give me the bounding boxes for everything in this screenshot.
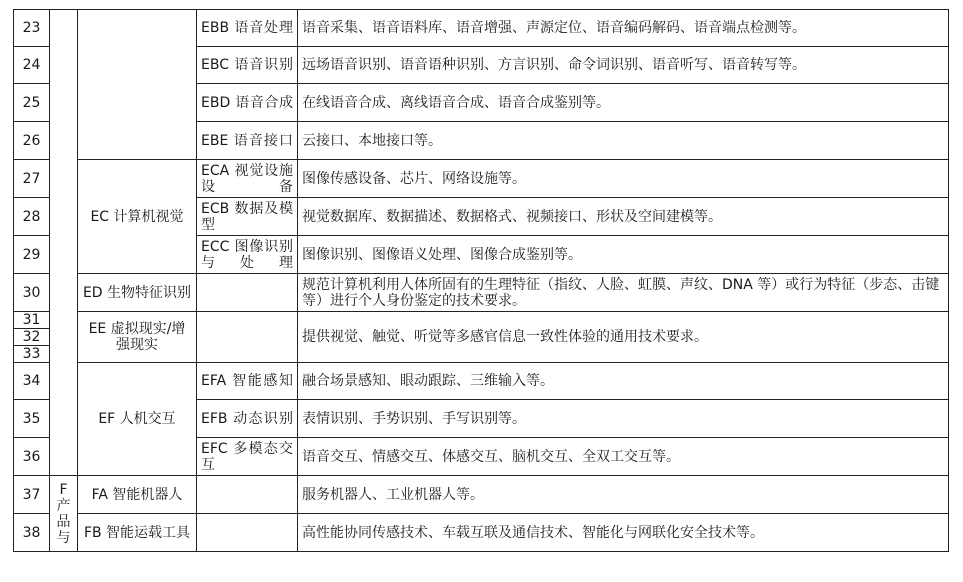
description-cell: 语音采集、语音语料库、语音增强、声源定位、语音编码解码、语音端点检测等。 bbox=[298, 10, 949, 47]
level3-cell bbox=[197, 514, 298, 552]
level3-cell: ECC 图像识别与处理 bbox=[197, 236, 298, 274]
table-row bbox=[14, 10, 949, 47]
level1-cell-e bbox=[50, 10, 78, 476]
standards-table bbox=[13, 9, 949, 552]
level2-cell-ee: EE 虚拟现实/增强现实 bbox=[78, 312, 197, 363]
row-number: 36 bbox=[14, 438, 50, 476]
row-number: 34 bbox=[14, 363, 50, 400]
row-number: 32 bbox=[14, 329, 50, 346]
description-cell: 图像识别、图像语义处理、图像合成鉴别等。 bbox=[298, 236, 949, 274]
level3-cell: EBB 语音处理 bbox=[197, 10, 298, 47]
description-cell: 提供视觉、触觉、听觉等多感官信息一致性体验的通用技术要求。 bbox=[298, 312, 949, 363]
row-number: 37 bbox=[14, 476, 50, 514]
description-cell: 表情识别、手势识别、手写识别等。 bbox=[298, 400, 949, 438]
level3-cell: EFC 多模态交互 bbox=[197, 438, 298, 476]
level2-cell-ed: ED 生物特征识别 bbox=[78, 274, 197, 312]
description-cell: 视觉数据库、数据描述、数据格式、视频接口、形状及空间建模等。 bbox=[298, 198, 949, 236]
description-cell: 远场语音识别、语音语种识别、方言识别、命令词识别、语音听写、语音转写等。 bbox=[298, 47, 949, 84]
row-number: 28 bbox=[14, 198, 50, 236]
table-row bbox=[14, 274, 949, 312]
row-number: 30 bbox=[14, 274, 50, 312]
level3-cell: EBC 语音识别 bbox=[197, 47, 298, 84]
description-cell: 图像传感设备、芯片、网络设施等。 bbox=[298, 160, 949, 198]
table-row bbox=[14, 363, 949, 400]
description-cell: 云接口、本地接口等。 bbox=[298, 122, 949, 160]
row-number: 33 bbox=[14, 346, 50, 363]
row-number: 24 bbox=[14, 47, 50, 84]
level2-cell-eb bbox=[78, 10, 197, 160]
description-cell: 高性能协同传感技术、车载互联及通信技术、智能化与网联化安全技术等。 bbox=[298, 514, 949, 552]
row-number: 35 bbox=[14, 400, 50, 438]
level3-cell: ECA 视觉设施设备 bbox=[197, 160, 298, 198]
row-number: 25 bbox=[14, 84, 50, 122]
level2-cell-ef: EF 人机交互 bbox=[78, 363, 197, 476]
level2-cell-ec: EC 计算机视觉 bbox=[78, 160, 197, 274]
table-row bbox=[14, 160, 949, 198]
row-number: 31 bbox=[14, 312, 50, 329]
level3-cell: ECB 数据及模型 bbox=[197, 198, 298, 236]
level2-cell-fa: FA 智能机器人 bbox=[78, 476, 197, 514]
row-number: 27 bbox=[14, 160, 50, 198]
description-cell: 在线语音合成、离线语音合成、语音合成鉴别等。 bbox=[298, 84, 949, 122]
level3-cell bbox=[197, 274, 298, 312]
description-cell: 服务机器人、工业机器人等。 bbox=[298, 476, 949, 514]
row-number: 26 bbox=[14, 122, 50, 160]
description-cell: 规范计算机利用人体所固有的生理特征（指纹、人脸、虹膜、声纹、DNA 等）或行为特征（步态、击键等）进行个人身份鉴定的技术要求。 bbox=[298, 274, 949, 312]
level3-cell: EBE 语音接口 bbox=[197, 122, 298, 160]
row-number: 38 bbox=[14, 514, 50, 552]
description-cell: 融合场景感知、眼动跟踪、三维输入等。 bbox=[298, 363, 949, 400]
table-row bbox=[14, 514, 949, 552]
table-row bbox=[14, 476, 949, 514]
level1-cell-f bbox=[50, 476, 78, 552]
description-cell: 语音交互、情感交互、体感交互、脑机交互、全双工交互等。 bbox=[298, 438, 949, 476]
level3-cell: EFA 智能感知 bbox=[197, 363, 298, 400]
level3-cell bbox=[197, 312, 298, 363]
level3-cell: EFB 动态识别 bbox=[197, 400, 298, 438]
level2-cell-fb: FB 智能运载工具 bbox=[78, 514, 197, 552]
level3-cell bbox=[197, 476, 298, 514]
level3-cell: EBD 语音合成 bbox=[197, 84, 298, 122]
row-number: 29 bbox=[14, 236, 50, 274]
row-number: 23 bbox=[14, 10, 50, 47]
level1-label-f: F 产品与 bbox=[56, 481, 71, 546]
table-row bbox=[14, 312, 949, 329]
